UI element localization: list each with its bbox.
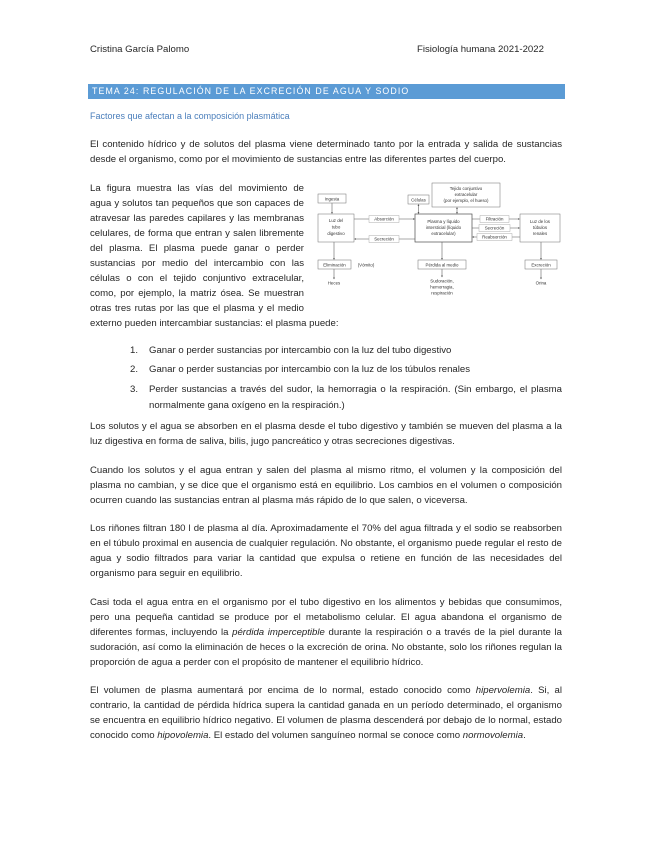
water-balance-text-2: durante la respiración o a través de la piel durante la sudoración, así como la eliminación de heces o la excreción de orina. No obstante, solo los riñones regulan la proporción de agua a perder con el propósito de mantener el equilibrio hídrico. — [90, 626, 562, 668]
label-perdida-vias-2: hemorragia, — [430, 284, 454, 289]
label-luz-tubulos-1: Luz de los — [529, 218, 551, 224]
label-eliminacion: Eliminación — [323, 261, 346, 267]
equilibrium-paragraph: Cuando los solutos y el agua entran y salen del plasma al mismo ritmo, el volumen y la composición del plasma no cambian, y se dice que el organismo está en equilibrio. Los cambios en el volumen o composición ocurren cuando las sustancias entran al plasma más rápido de lo que salen, o viceversa. — [90, 464, 562, 506]
label-luz-digestivo-2: tubo — [331, 224, 341, 229]
term-perdida-imperceptible: pérdida imperceptible — [232, 626, 325, 638]
label-perdida: Pérdida al medio — [425, 261, 459, 267]
label-plasma-1: Plasma y líquido — [427, 218, 460, 224]
water-balance-paragraph — [90, 595, 562, 670]
label-absorcion: Absorción — [374, 216, 394, 222]
plasma-volume-text-3: . El estado del volumen sanguíneo normal se conoce como — [208, 730, 463, 741]
header-author: Cristina García Palomo — [90, 44, 190, 55]
term-normovolemia: normovolemia — [462, 730, 524, 741]
plasma-exchange-figure — [312, 181, 562, 315]
label-plasma-3: extracelular) — [431, 230, 456, 236]
label-excrecion: Excreción — [531, 261, 551, 267]
list-item-text: Ganar o perder sustancias por intercambio con la luz del tubo digestivo — [149, 344, 452, 356]
list-number: 2. — [130, 364, 139, 375]
label-secrecion-renal: Secreción — [484, 225, 505, 231]
water-balance-text-1: Casi toda el agua entra en el organismo por el tubo digestivo en los alimentos y bebidas que consumimos, pero una pequeña cantidad se produce por el metabolismo celular. El agua abandona el organismo de diferentes formas, incluyendo la — [90, 596, 562, 638]
label-vomito: (Vómito) — [357, 261, 375, 267]
plasma-volume-text-2: . Si, al contrario, la cantidad de pérdida hídrica supera la cantidad ganada en un período determinado, el organismo se encuentra en equilibrio hídrico negativo. El volumen de plasma descenderá por debajo de lo normal, estado conocido como — [90, 685, 562, 741]
label-celulas: Células — [411, 196, 426, 202]
label-tejido-1: Tejido conjuntivo — [449, 185, 483, 191]
label-luz-tubulos-2: túbulos — [532, 224, 548, 230]
list-item — [90, 343, 562, 359]
plasma-volume-paragraph — [90, 683, 562, 743]
label-reabsorcion: Reabsorción — [482, 234, 507, 240]
page-title: TEMA 24: REGULACIÓN DE LA EXCRECIÓN DE AGUA Y SODIO — [92, 86, 410, 96]
intro-paragraph: El contenido hídrico y de solutos del plasma viene determinado tanto por la entrada y salida de sustancias desde el organismo, como por el movimiento de sustancias entre las diferentes partes del cuerpo. — [90, 139, 562, 165]
exchange-routes-list — [90, 343, 562, 414]
label-filtracion: Filtración — [485, 216, 504, 222]
document-body — [90, 137, 562, 757]
list-item-text: Ganar o perder sustancias por intercambio con la luz de los túbulos renales — [149, 364, 471, 375]
term-hipovolemia: hipovolemia — [157, 730, 209, 741]
list-number: 3. — [130, 383, 139, 395]
term-hipervolemia: hipervolemia — [475, 685, 531, 696]
list-number: 1. — [130, 344, 139, 356]
label-ingesta: Ingesta — [324, 195, 340, 201]
plasma-exchange-diagram — [312, 181, 562, 315]
title-bar — [88, 84, 565, 99]
label-orina: Orina — [535, 280, 547, 285]
plasma-volume-text-1: El volumen de plasma aumentará por encima de lo normal, estado conocido como — [90, 685, 476, 696]
label-luz-digestivo-1: Luz del — [328, 217, 344, 223]
label-plasma-2: intersticial (líquido — [425, 224, 462, 230]
section-heading: Factores que afectan a la composición plasmática — [90, 111, 290, 121]
figure-description-text: La figura muestra las vías del movimiento de agua y solutos tan pequeños que son capaces de atravesar las paredes capilares y las membranas celulares, de forma que entran y salen libremente del plasma. El plasma puede ganar o perder sustancias por medio del intercambio con las células o con el tejido conjuntivo extracelular, como, por ejemplo, la matriz ósea. Se muestran otras tres rutas por las que el plasma y el medio externo pueden intercambiar sustancias: el plasma puede: — [90, 182, 339, 329]
digestive-exchange-paragraph: Los solutos y el agua se absorben en el plasma desde el tubo digestivo y también se mueven del plasma a la luz digestiva en forma de saliva, bilis, jugo pancreático y otras secreciones digestivas. — [90, 421, 562, 447]
renal-filtration-paragraph: Los riñones filtran 180 l de plasma al día. Aproximadamente el 70% del agua filtrada y el sodio se reabsorben en el túbulo proximal en ausencia de cualquier regulación. No obstante, el organismo puede regular el resto de agua y sodio filtrados para variar la cantidad que expulsa o retiene en función de las necesidades del organismo para seguir en equilibrio. — [90, 523, 562, 579]
figure-description-paragraph — [90, 181, 562, 331]
list-item-text: Perder sustancias a través del sudor, la hemorragia o la respiración. (Sin embargo, el plasma normalmente gana oxígeno en la respiración.) — [149, 383, 562, 411]
header-course: Fisiología humana 2021-2022 — [417, 44, 544, 55]
label-luz-tubulos-3: renales — [532, 230, 548, 236]
list-item — [90, 362, 562, 378]
label-secrecion-digestiva: Secreción — [374, 236, 394, 242]
label-tejido-3: (por ejemplo, el hueso) — [443, 197, 489, 203]
label-tejido-2: extracelular — [454, 191, 478, 197]
list-item — [90, 382, 562, 414]
plasma-volume-text-4: . — [523, 730, 526, 741]
label-perdida-vias-1: Sudoración, — [430, 278, 454, 283]
label-heces: Heces — [327, 280, 341, 285]
label-luz-digestivo-3: digestivo — [327, 230, 345, 236]
label-perdida-vias-3: respiración — [431, 290, 453, 295]
